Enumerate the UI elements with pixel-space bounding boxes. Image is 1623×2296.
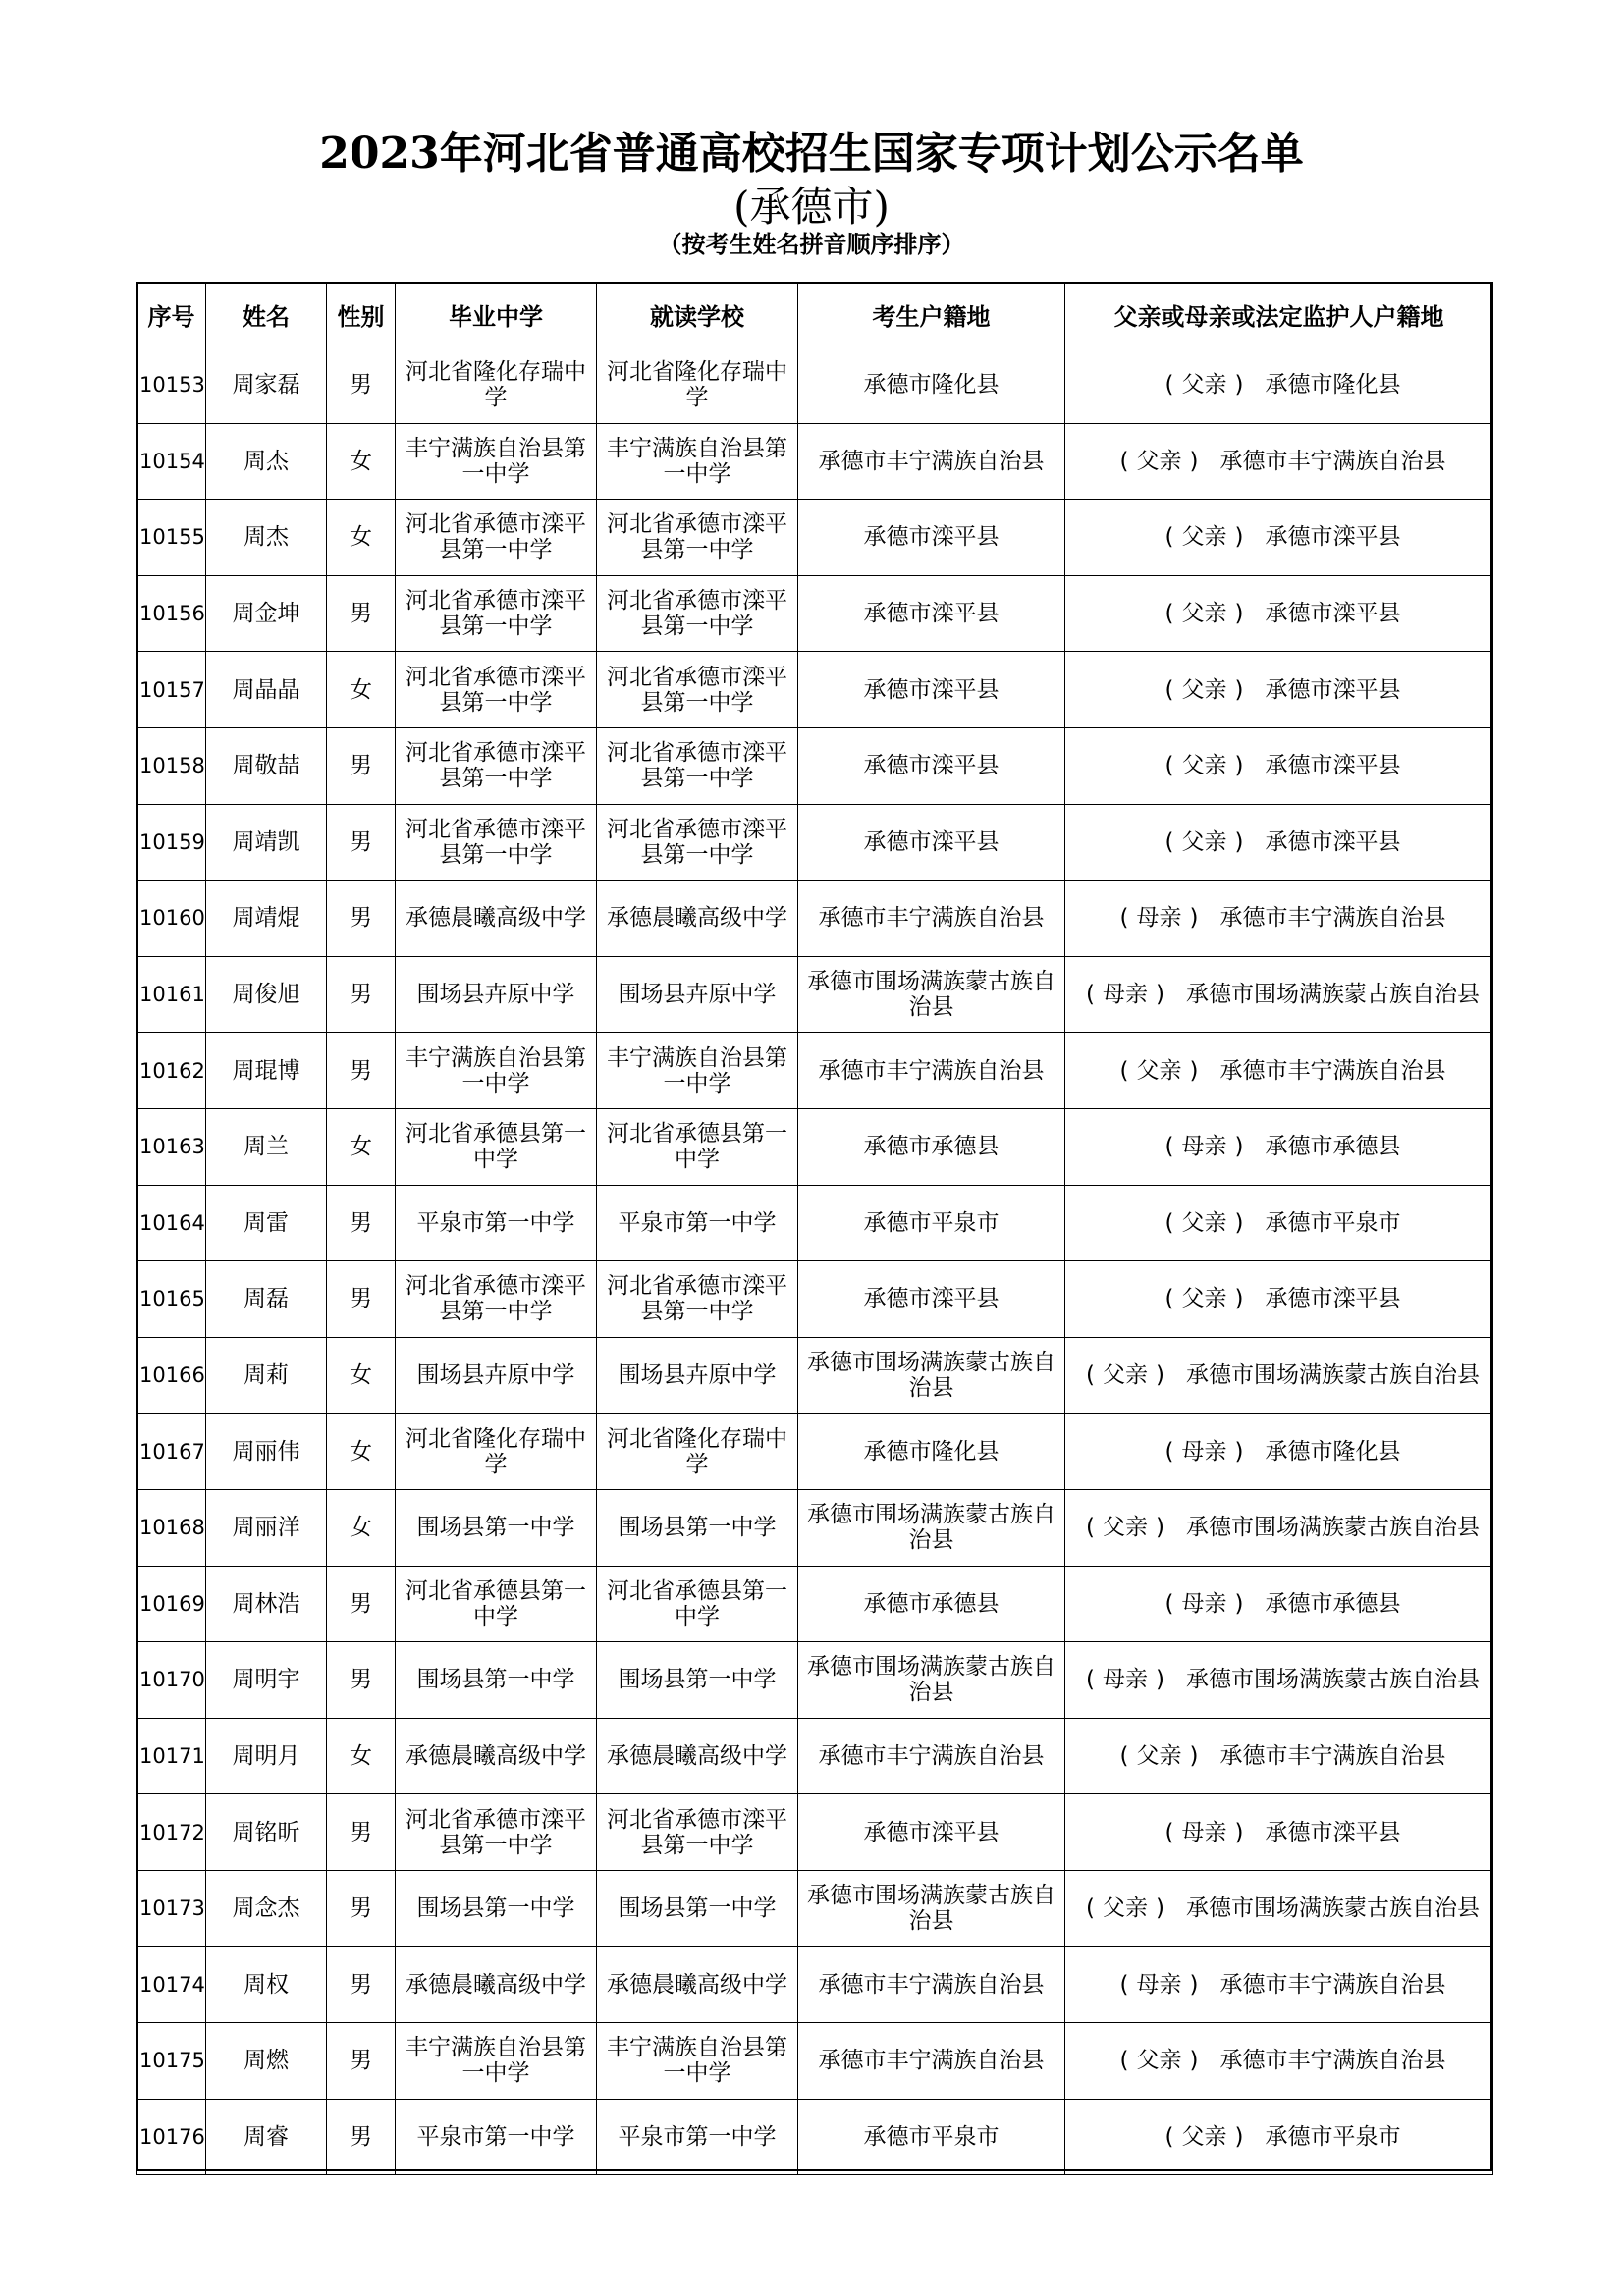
guardian-relation-text: 父亲 — [1181, 1209, 1227, 1236]
guardian-hukou-text: 承德市丰宁满族自治县 — [1219, 1742, 1446, 1769]
cell-grad-school: 河北省承德县第一中学 — [396, 1108, 597, 1185]
cell-name: 周靖凯 — [206, 804, 327, 881]
table-row — [137, 575, 1493, 652]
table-row — [137, 1870, 1493, 1947]
cell-gender: 男 — [327, 575, 396, 652]
guardian-hukou-text: 承德市丰宁满族自治县 — [1219, 448, 1446, 474]
guardian-hukou-text: 承德市围场满族蒙古族自治县 — [1185, 982, 1480, 1008]
guardian-relation-text: 父亲 — [1136, 448, 1182, 474]
cell-gender: 女 — [327, 1337, 396, 1414]
cell-grad-school: 河北省承德市滦平县第一中学 — [396, 727, 597, 804]
guardian-hukou-text: 承德市平泉市 — [1265, 1209, 1401, 1236]
cell-current-school: 承德晨曦高级中学 — [597, 1947, 798, 2023]
cell-hukou: 承德市滦平县 — [798, 727, 1065, 804]
cell-name: 周权 — [206, 1947, 327, 2023]
col-header-id: 序号 — [137, 283, 206, 347]
cell-hukou: 承德市滦平县 — [798, 1261, 1065, 1338]
cell-current-school: 丰宁满族自治县第一中学 — [597, 2023, 798, 2100]
table-row — [137, 2099, 1493, 2175]
guardian-relation: ( 父亲 ) — [1119, 1742, 1199, 1769]
guardian-relation: ( 母亲 ) — [1164, 1438, 1244, 1465]
table-row — [137, 1947, 1493, 2023]
cell-current-school: 河北省承德市滦平县第一中学 — [597, 652, 798, 728]
guardian-relation-text: 母亲 — [1181, 1590, 1227, 1617]
guardian-relation: ( 父亲 ) — [1164, 372, 1244, 399]
cell-current-school: 河北省承德市滦平县第一中学 — [597, 1261, 798, 1338]
cell-current-school: 河北省承德市滦平县第一中学 — [597, 727, 798, 804]
cell-id: 10161 — [137, 956, 206, 1033]
cell-grad-school: 承德晨曦高级中学 — [396, 881, 597, 957]
table-row — [137, 1261, 1493, 1338]
cell-name: 周琨博 — [206, 1033, 327, 1109]
cell-gender: 男 — [327, 1947, 396, 2023]
guardian-hukou-text: 承德市隆化县 — [1265, 1438, 1401, 1465]
cell-guardian-hukou — [1065, 1337, 1493, 1414]
guardian-relation-text: 父亲 — [1103, 1362, 1148, 1389]
cell-current-school: 围场县卉原中学 — [597, 1337, 798, 1414]
cell-grad-school: 河北省隆化存瑞中学 — [396, 347, 597, 424]
table-row — [137, 881, 1493, 957]
guardian-relation-text: 父亲 — [1181, 753, 1227, 779]
header-row — [137, 283, 1493, 347]
cell-gender: 女 — [327, 1718, 396, 1794]
cell-guardian-hukou — [1065, 575, 1493, 652]
guardian-relation-text: 父亲 — [1136, 1057, 1182, 1084]
cell-hukou: 承德市滦平县 — [798, 804, 1065, 881]
table-row — [137, 347, 1493, 424]
cell-name: 周靖焜 — [206, 881, 327, 957]
cell-name: 周俊旭 — [206, 956, 327, 1033]
cell-gender: 女 — [327, 1414, 396, 1490]
guardian-relation: ( 父亲 ) — [1164, 1209, 1244, 1236]
cell-gender: 男 — [327, 1185, 396, 1261]
cell-gender: 男 — [327, 347, 396, 424]
guardian-hukou-text: 承德市丰宁满族自治县 — [1219, 1057, 1446, 1084]
cell-name: 周晶晶 — [206, 652, 327, 728]
cell-name: 周兰 — [206, 1108, 327, 1185]
guardian-relation: ( 母亲 ) — [1164, 1819, 1244, 1845]
cell-grad-school: 河北省承德市滦平县第一中学 — [396, 1261, 597, 1338]
cell-grad-school: 围场县第一中学 — [396, 1642, 597, 1719]
cell-current-school: 河北省隆化存瑞中学 — [597, 1414, 798, 1490]
guardian-relation: ( 父亲 ) — [1164, 2123, 1244, 2150]
col-header-grad-school: 毕业中学 — [396, 283, 597, 347]
cell-gender: 男 — [327, 727, 396, 804]
cell-hukou: 承德市丰宁满族自治县 — [798, 423, 1065, 500]
cell-guardian-hukou — [1065, 652, 1493, 728]
cell-current-school: 平泉市第一中学 — [597, 1185, 798, 1261]
table-row — [137, 804, 1493, 881]
cell-guardian-hukou — [1065, 423, 1493, 500]
cell-current-school: 河北省承德市滦平县第一中学 — [597, 804, 798, 881]
guardian-hukou-text: 承德市承德县 — [1265, 1134, 1401, 1160]
cell-id: 10168 — [137, 1489, 206, 1566]
guardian-hukou-text: 承德市滦平县 — [1265, 676, 1401, 703]
guardian-hukou-text: 承德市滦平县 — [1265, 1819, 1401, 1845]
guardian-relation-text: 母亲 — [1181, 1134, 1227, 1160]
cell-gender: 男 — [327, 1261, 396, 1338]
cell-grad-school: 河北省承德市滦平县第一中学 — [396, 500, 597, 576]
cell-grad-school: 河北省承德市滦平县第一中学 — [396, 575, 597, 652]
cell-current-school: 承德晨曦高级中学 — [597, 1718, 798, 1794]
cell-id: 10174 — [137, 1947, 206, 2023]
guardian-relation-text: 父亲 — [1103, 1896, 1148, 1922]
roster-table — [136, 282, 1493, 2175]
guardian-relation: ( 母亲 ) — [1119, 905, 1199, 932]
cell-grad-school: 围场县第一中学 — [396, 1489, 597, 1566]
guardian-relation: ( 父亲 ) — [1119, 1057, 1199, 1084]
cell-name: 周明宇 — [206, 1642, 327, 1719]
cell-gender: 男 — [327, 1566, 396, 1642]
guardian-relation: ( 父亲 ) — [1119, 2048, 1199, 2074]
cell-hukou: 承德市滦平县 — [798, 500, 1065, 576]
cell-guardian-hukou — [1065, 1414, 1493, 1490]
guardian-hukou-text: 承德市围场满族蒙古族自治县 — [1185, 1667, 1480, 1693]
cell-current-school: 承德晨曦高级中学 — [597, 881, 798, 957]
cell-guardian-hukou — [1065, 2023, 1493, 2100]
guardian-relation: ( 母亲 ) — [1164, 1590, 1244, 1617]
cell-guardian-hukou — [1065, 1108, 1493, 1185]
page-subtitle: (承德市) — [733, 183, 890, 231]
cell-gender: 男 — [327, 1794, 396, 1871]
cell-name: 周丽洋 — [206, 1489, 327, 1566]
cell-grad-school: 河北省承德县第一中学 — [396, 1566, 597, 1642]
cell-id: 10156 — [137, 575, 206, 652]
cell-grad-school: 丰宁满族自治县第一中学 — [396, 423, 597, 500]
col-header-hukou: 考生户籍地 — [798, 283, 1065, 347]
cell-id: 10160 — [137, 881, 206, 957]
cell-current-school: 围场县第一中学 — [597, 1489, 798, 1566]
cell-id: 10171 — [137, 1718, 206, 1794]
guardian-relation-text: 母亲 — [1103, 1667, 1148, 1693]
roster-body — [137, 347, 1493, 2175]
cell-id: 10154 — [137, 423, 206, 500]
guardian-relation-text: 父亲 — [1181, 601, 1227, 627]
cell-name: 周莉 — [206, 1337, 327, 1414]
table-row — [137, 1108, 1493, 1185]
table-row — [137, 652, 1493, 728]
cell-name: 周铭昕 — [206, 1794, 327, 1871]
cell-current-school: 河北省承德县第一中学 — [597, 1566, 798, 1642]
cell-current-school: 河北省承德县第一中学 — [597, 1108, 798, 1185]
cell-grad-school: 河北省承德市滦平县第一中学 — [396, 804, 597, 881]
guardian-hukou-text: 承德市滦平县 — [1265, 524, 1401, 551]
cell-gender: 男 — [327, 1033, 396, 1109]
cell-gender: 女 — [327, 500, 396, 576]
guardian-relation-text: 母亲 — [1136, 905, 1182, 932]
cell-grad-school: 丰宁满族自治县第一中学 — [396, 2023, 597, 2100]
cell-current-school: 围场县第一中学 — [597, 1870, 798, 1947]
cell-id: 10163 — [137, 1108, 206, 1185]
table-row — [137, 500, 1493, 576]
cell-id: 10169 — [137, 1566, 206, 1642]
cell-grad-school: 河北省承德市滦平县第一中学 — [396, 1794, 597, 1871]
guardian-hukou-text: 承德市围场满族蒙古族自治县 — [1185, 1896, 1480, 1922]
guardian-relation: ( 父亲 ) — [1164, 524, 1244, 551]
cell-hukou: 承德市丰宁满族自治县 — [798, 1947, 1065, 2023]
cell-id: 10172 — [137, 1794, 206, 1871]
guardian-relation: ( 父亲 ) — [1164, 1286, 1244, 1312]
guardian-relation-text: 母亲 — [1136, 1971, 1182, 1998]
cell-gender: 男 — [327, 2023, 396, 2100]
cell-name: 周林浩 — [206, 1566, 327, 1642]
guardian-relation-text: 父亲 — [1181, 372, 1227, 399]
cell-gender: 男 — [327, 881, 396, 957]
cell-gender: 男 — [327, 956, 396, 1033]
cell-hukou: 承德市滦平县 — [798, 575, 1065, 652]
cell-current-school: 围场县第一中学 — [597, 1642, 798, 1719]
guardian-relation-text: 父亲 — [1181, 524, 1227, 551]
cell-grad-school: 平泉市第一中学 — [396, 2099, 597, 2175]
cell-hukou: 承德市丰宁满族自治县 — [798, 1033, 1065, 1109]
table-row — [137, 1489, 1493, 1566]
cell-name: 周敬喆 — [206, 727, 327, 804]
guardian-hukou-text: 承德市平泉市 — [1265, 2123, 1401, 2150]
guardian-relation-text: 父亲 — [1181, 1286, 1227, 1312]
cell-guardian-hukou — [1065, 500, 1493, 576]
guardian-relation-text: 母亲 — [1181, 1438, 1227, 1465]
col-header-guardian-hukou: 父亲或母亲或法定监护人户籍地 — [1065, 283, 1493, 347]
col-header-gender: 性别 — [327, 283, 396, 347]
cell-gender: 女 — [327, 652, 396, 728]
cell-name: 周睿 — [206, 2099, 327, 2175]
cell-name: 周杰 — [206, 500, 327, 576]
guardian-relation-text: 父亲 — [1136, 1742, 1182, 1769]
cell-guardian-hukou — [1065, 1642, 1493, 1719]
cell-guardian-hukou — [1065, 727, 1493, 804]
guardian-relation: ( 父亲 ) — [1164, 828, 1244, 855]
cell-hukou: 承德市围场满族蒙古族自治县 — [798, 956, 1065, 1033]
sort-note: （按考生姓名拼音顺序排序） — [658, 231, 965, 258]
cell-hukou: 承德市围场满族蒙古族自治县 — [798, 1337, 1065, 1414]
cell-guardian-hukou — [1065, 1489, 1493, 1566]
guardian-hukou-text: 承德市丰宁满族自治县 — [1219, 2048, 1446, 2074]
cell-gender: 女 — [327, 1489, 396, 1566]
cell-id: 10164 — [137, 1185, 206, 1261]
cell-id: 10155 — [137, 500, 206, 576]
cell-id: 10170 — [137, 1642, 206, 1719]
cell-id: 10176 — [137, 2099, 206, 2175]
cell-hukou: 承德市平泉市 — [798, 1185, 1065, 1261]
guardian-relation-text: 父亲 — [1181, 828, 1227, 855]
cell-grad-school: 河北省隆化存瑞中学 — [396, 1414, 597, 1490]
cell-guardian-hukou — [1065, 1566, 1493, 1642]
guardian-relation-text: 父亲 — [1181, 2123, 1227, 2150]
cell-current-school: 河北省承德市滦平县第一中学 — [597, 575, 798, 652]
guardian-hukou-text: 承德市承德县 — [1265, 1590, 1401, 1617]
table-row — [137, 1185, 1493, 1261]
cell-grad-school: 河北省承德市滦平县第一中学 — [396, 652, 597, 728]
cell-gender: 女 — [327, 423, 396, 500]
table-row — [137, 1414, 1493, 1490]
cell-hukou: 承德市隆化县 — [798, 347, 1065, 424]
cell-id: 10173 — [137, 1870, 206, 1947]
cell-id: 10158 — [137, 727, 206, 804]
cell-guardian-hukou — [1065, 1947, 1493, 2023]
guardian-hukou-text: 承德市滦平县 — [1265, 753, 1401, 779]
cell-guardian-hukou — [1065, 956, 1493, 1033]
cell-current-school: 丰宁满族自治县第一中学 — [597, 423, 798, 500]
cell-id: 10165 — [137, 1261, 206, 1338]
guardian-relation: ( 父亲 ) — [1086, 1362, 1164, 1389]
cell-id: 10175 — [137, 2023, 206, 2100]
cell-guardian-hukou — [1065, 1794, 1493, 1871]
guardian-relation-text: 母亲 — [1181, 1819, 1227, 1845]
cell-id: 10157 — [137, 652, 206, 728]
cell-guardian-hukou — [1065, 1870, 1493, 1947]
cell-id: 10166 — [137, 1337, 206, 1414]
guardian-hukou-text: 承德市围场满族蒙古族自治县 — [1185, 1362, 1480, 1389]
guardian-relation-text: 母亲 — [1103, 982, 1148, 1008]
guardian-hukou-text: 承德市滦平县 — [1265, 601, 1401, 627]
guardian-hukou-text: 承德市丰宁满族自治县 — [1219, 905, 1446, 932]
cell-gender: 男 — [327, 2099, 396, 2175]
cell-id: 10167 — [137, 1414, 206, 1490]
cell-guardian-hukou — [1065, 1261, 1493, 1338]
cell-hukou: 承德市平泉市 — [798, 2099, 1065, 2175]
cell-guardian-hukou — [1065, 1718, 1493, 1794]
cell-id: 10153 — [137, 347, 206, 424]
cell-hukou: 承德市承德县 — [798, 1566, 1065, 1642]
cell-grad-school: 围场县卉原中学 — [396, 1337, 597, 1414]
cell-name: 周燃 — [206, 2023, 327, 2100]
guardian-relation: ( 父亲 ) — [1086, 1896, 1164, 1922]
col-header-current-school: 就读学校 — [597, 283, 798, 347]
table-row — [137, 1566, 1493, 1642]
cell-guardian-hukou — [1065, 2099, 1493, 2175]
cell-current-school: 围场县卉原中学 — [597, 956, 798, 1033]
cell-name: 周雷 — [206, 1185, 327, 1261]
cell-name: 周家磊 — [206, 347, 327, 424]
page-title: 2023年河北省普通高校招生国家专项计划公示名单 — [319, 129, 1304, 179]
table-row — [137, 1337, 1493, 1414]
cell-grad-school: 围场县第一中学 — [396, 1870, 597, 1947]
guardian-relation: ( 母亲 ) — [1119, 1971, 1199, 1998]
cell-guardian-hukou — [1065, 1033, 1493, 1109]
cell-guardian-hukou — [1065, 347, 1493, 424]
cell-grad-school: 围场县卉原中学 — [396, 956, 597, 1033]
table-row — [137, 1033, 1493, 1109]
guardian-relation: ( 父亲 ) — [1086, 1515, 1164, 1541]
guardian-relation: ( 父亲 ) — [1164, 753, 1244, 779]
guardian-relation: ( 母亲 ) — [1086, 1667, 1164, 1693]
cell-gender: 男 — [327, 804, 396, 881]
cell-current-school: 平泉市第一中学 — [597, 2099, 798, 2175]
guardian-relation-text: 父亲 — [1103, 1515, 1148, 1541]
guardian-relation: ( 母亲 ) — [1164, 1134, 1244, 1160]
table-row — [137, 423, 1493, 500]
cell-hukou: 承德市滦平县 — [798, 1794, 1065, 1871]
table-row — [137, 1718, 1493, 1794]
guardian-relation-text: 父亲 — [1136, 2048, 1182, 2074]
cell-current-school: 河北省承德市滦平县第一中学 — [597, 500, 798, 576]
guardian-hukou-text: 承德市隆化县 — [1265, 372, 1401, 399]
cell-current-school: 河北省承德市滦平县第一中学 — [597, 1794, 798, 1871]
cell-hukou: 承德市围场满族蒙古族自治县 — [798, 1489, 1065, 1566]
cell-gender: 男 — [327, 1642, 396, 1719]
cell-hukou: 承德市承德县 — [798, 1108, 1065, 1185]
cell-current-school: 河北省隆化存瑞中学 — [597, 347, 798, 424]
table-row — [137, 1642, 1493, 1719]
cell-hukou: 承德市隆化县 — [798, 1414, 1065, 1490]
cell-guardian-hukou — [1065, 804, 1493, 881]
guardian-relation: ( 父亲 ) — [1164, 601, 1244, 627]
table-row — [137, 1794, 1493, 1871]
table-row — [137, 727, 1493, 804]
cell-hukou: 承德市丰宁满族自治县 — [798, 1718, 1065, 1794]
guardian-hukou-text: 承德市滦平县 — [1265, 828, 1401, 855]
cell-id: 10162 — [137, 1033, 206, 1109]
cell-name: 周磊 — [206, 1261, 327, 1338]
cell-grad-school: 承德晨曦高级中学 — [396, 1947, 597, 2023]
table-row — [137, 2023, 1493, 2100]
guardian-relation: ( 母亲 ) — [1086, 982, 1164, 1008]
cell-hukou: 承德市围场满族蒙古族自治县 — [798, 1870, 1065, 1947]
guardian-hukou-text: 承德市丰宁满族自治县 — [1219, 1971, 1446, 1998]
cell-grad-school: 丰宁满族自治县第一中学 — [396, 1033, 597, 1109]
cell-name: 周明月 — [206, 1718, 327, 1794]
guardian-relation-text: 父亲 — [1181, 676, 1227, 703]
cell-id: 10159 — [137, 804, 206, 881]
cell-guardian-hukou — [1065, 1185, 1493, 1261]
cell-grad-school: 平泉市第一中学 — [396, 1185, 597, 1261]
cell-grad-school: 承德晨曦高级中学 — [396, 1718, 597, 1794]
cell-gender: 男 — [327, 1870, 396, 1947]
cell-hukou: 承德市围场满族蒙古族自治县 — [798, 1642, 1065, 1719]
cell-name: 周金坤 — [206, 575, 327, 652]
cell-gender: 女 — [327, 1108, 396, 1185]
guardian-hukou-text: 承德市围场满族蒙古族自治县 — [1185, 1515, 1480, 1541]
cell-current-school: 丰宁满族自治县第一中学 — [597, 1033, 798, 1109]
cell-hukou: 承德市丰宁满族自治县 — [798, 2023, 1065, 2100]
cell-guardian-hukou — [1065, 881, 1493, 957]
cell-name: 周丽伟 — [206, 1414, 327, 1490]
cell-hukou: 承德市丰宁满族自治县 — [798, 881, 1065, 957]
cell-hukou: 承德市滦平县 — [798, 652, 1065, 728]
cell-name: 周念杰 — [206, 1870, 327, 1947]
cell-name: 周杰 — [206, 423, 327, 500]
guardian-relation: ( 父亲 ) — [1119, 448, 1199, 474]
col-header-name: 姓名 — [206, 283, 327, 347]
guardian-relation: ( 父亲 ) — [1164, 676, 1244, 703]
table-row — [137, 956, 1493, 1033]
guardian-hukou-text: 承德市滦平县 — [1265, 1286, 1401, 1312]
